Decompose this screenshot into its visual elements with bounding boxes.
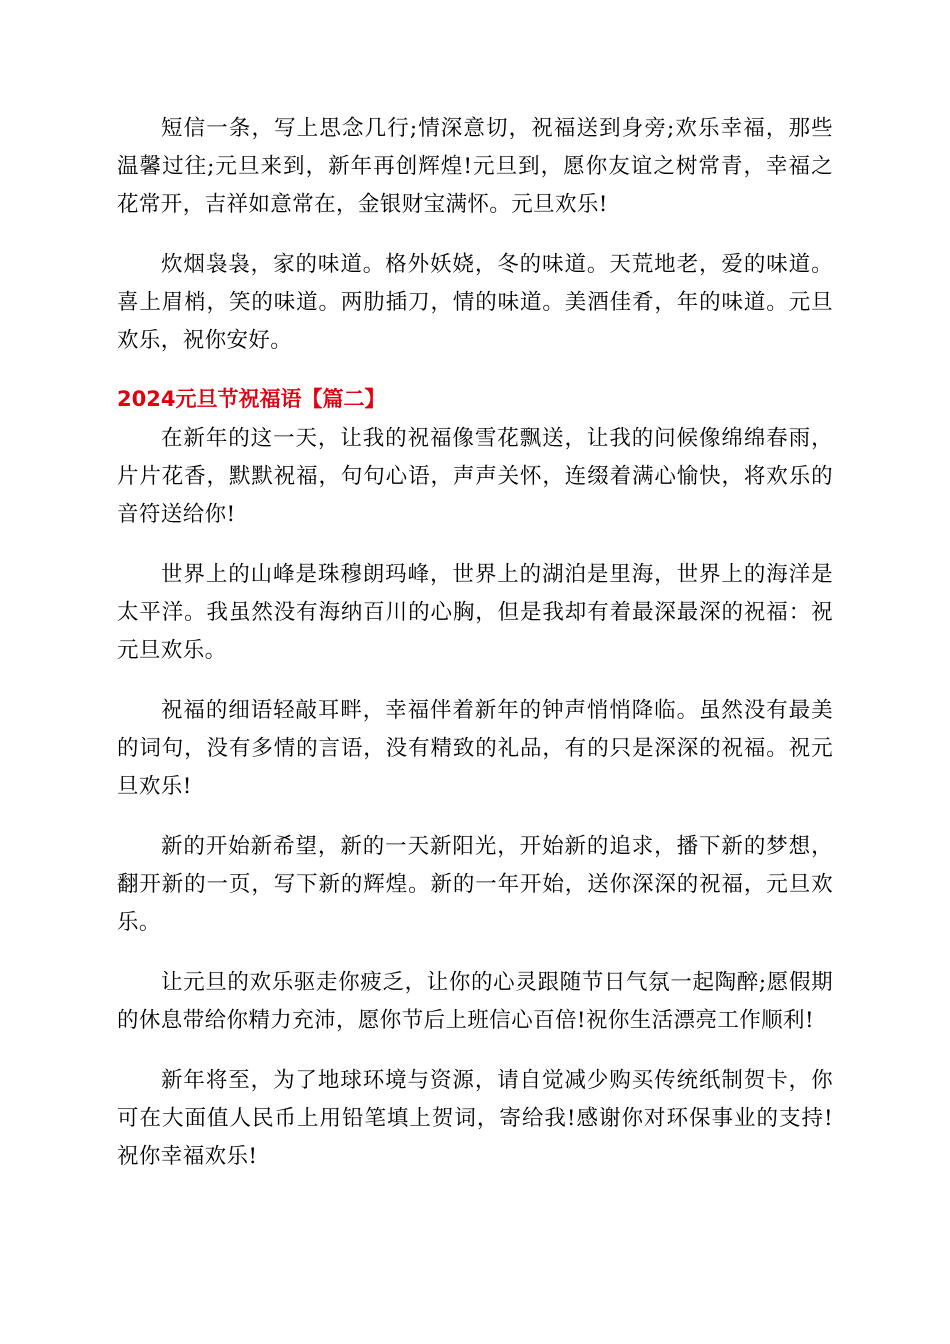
paragraph: 短信一条，写上思念几行;情深意切，祝福送到身旁;欢乐幸福，那些温馨过往;元旦来到，新年再创辉煌!元旦到，愿你友谊之树常青，幸福之花常开，吉祥如意常在，金银财宝满怀。元旦欢乐!: [117, 116, 833, 217]
paragraph: 世界上的山峰是珠穆朗玛峰，世界上的湖泊是里海，世界上的海洋是太平洋。我虽然没有海纳百川的心胸，但是我却有着最深最深的祝福：祝元旦欢乐。: [117, 562, 833, 663]
paragraph: 炊烟袅袅，家的味道。格外妖娆，冬的味道。天荒地老，爱的味道。喜上眉梢，笑的味道。两肋插刀，情的味道。美酒佳肴，年的味道。元旦欢乐，祝你安好。: [117, 252, 833, 353]
paragraph: 在新年的这一天，让我的祝福像雪花飘送，让我的问候像绵绵春雨，片片花香，默默祝福，句句心语，声声关怀，连缀着满心愉快，将欢乐的音符送给你!: [117, 426, 833, 527]
paragraph: 新年将至，为了地球环境与资源，请自觉减少购买传统纸制贺卡，你可在大面值人民币上用铅笔填上贺词，寄给我!感谢你对环保事业的支持!祝你幸福欢乐!: [117, 1068, 833, 1169]
section-heading: 2024元旦节祝福语【篇二】: [117, 387, 386, 411]
paragraph: 让元旦的欢乐驱走你疲乏，让你的心灵跟随节日气氛一起陶醉;愿假期的休息带给你精力充沛，愿你节后上班信心百倍!祝你生活漂亮工作顺利!: [117, 970, 833, 1033]
document-page: [117, 110, 833, 1198]
paragraph: 新的开始新希望，新的一天新阳光，开始新的追求，播下新的梦想，翻开新的一页，写下新的辉煌。新的一年开始，送你深深的祝福，元旦欢乐。: [117, 834, 833, 935]
paragraph: 祝福的细语轻敲耳畔，幸福伴着新年的钟声悄悄降临。虽然没有最美的词句，没有多情的言语，没有精致的礼品，有的只是深深的祝福。祝元旦欢乐!: [117, 698, 833, 799]
